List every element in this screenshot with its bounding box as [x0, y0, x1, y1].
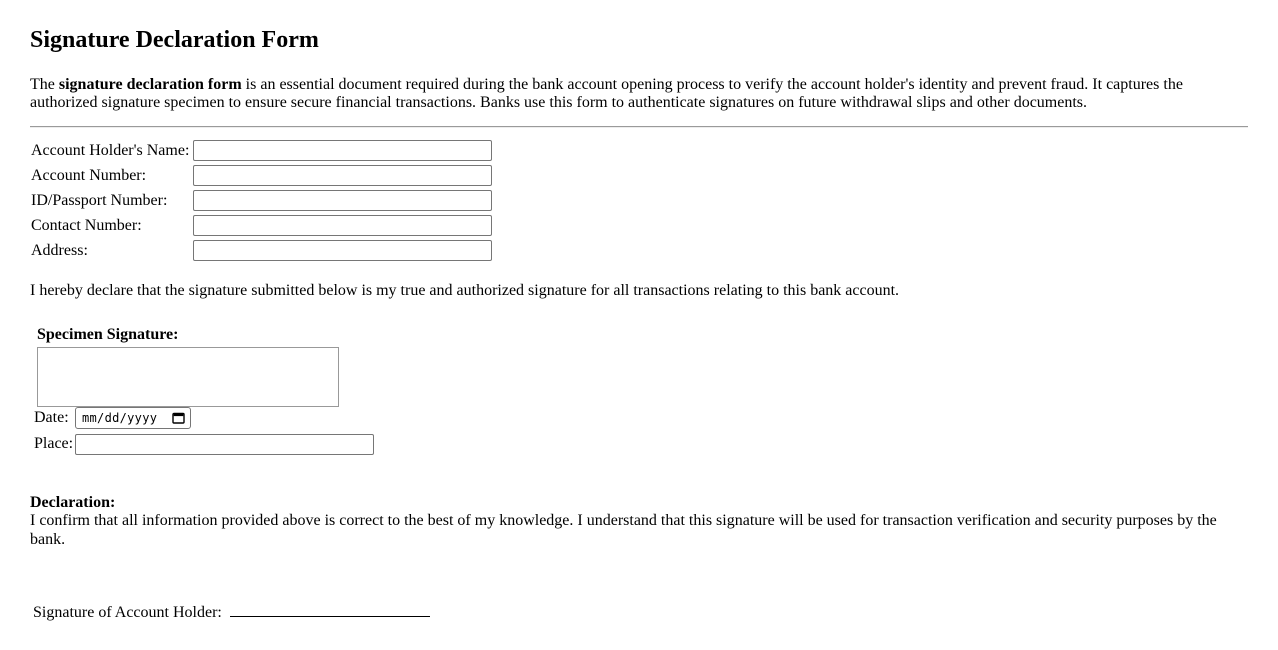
place-label: Place: — [34, 435, 74, 453]
intro-bold-term: signature declaration form — [58, 75, 242, 93]
address-input[interactable] — [193, 240, 492, 261]
specimen-signature-label: Specimen Signature: — [37, 325, 179, 343]
account-fields — [30, 140, 1248, 261]
field-row-account-holder-name — [30, 140, 1248, 161]
declaration-heading: Declaration: — [30, 493, 116, 511]
signature-of-holder-label: Signature of Account Holder: — [33, 603, 222, 621]
signature-line — [230, 598, 430, 617]
id-passport-number-input[interactable] — [193, 190, 492, 211]
declaration-body: I confirm that all information provided above is correct to the best of my knowledge. I understand that this signature will be used for transaction verification and security purposes by the bank. — [30, 512, 1217, 549]
specimen-signature-section — [37, 326, 1248, 407]
section-divider — [30, 126, 1248, 128]
calendar-icon[interactable] — [172, 411, 185, 424]
intro-rest: is an essential document required during the bank account opening process to verify the account holder's identity and prevent fraud. It captures the authorized signature specimen to ensure secure financial transactions. Banks use this form to authenticate signatures on future withdrawal slips and other documents. — [30, 75, 1183, 111]
consent-sentence: I hereby declare that the signature submitted below is my true and authorized signature for all transactions relating to this bank account. — [30, 282, 900, 300]
account-number-input[interactable] — [193, 165, 492, 186]
signature-of-holder-row — [33, 598, 1248, 622]
field-row-address — [30, 240, 1248, 261]
field-row-contact-number — [30, 215, 1248, 236]
date-placeholder: mm/dd/yyyy — [82, 410, 158, 425]
account-holder-name-label: Account Holder's Name: — [31, 141, 190, 159]
intro-prefix: The — [30, 75, 59, 93]
page-title: Signature Declaration Form — [30, 27, 319, 53]
intro-paragraph — [30, 76, 1248, 113]
contact-number-input[interactable] — [193, 215, 492, 236]
id-passport-number-label: ID/Passport Number: — [31, 191, 168, 209]
place-row — [34, 434, 1248, 455]
contact-number-label: Contact Number: — [31, 216, 142, 234]
specimen-signature-pad[interactable] — [37, 347, 339, 407]
account-number-label: Account Number: — [31, 166, 147, 184]
place-input[interactable] — [75, 434, 374, 455]
date-row — [34, 407, 1248, 429]
field-row-account-number — [30, 165, 1248, 186]
account-holder-name-input[interactable] — [193, 140, 492, 161]
declaration-block — [30, 494, 1248, 550]
field-row-id-passport-number — [30, 190, 1248, 211]
date-input[interactable] — [75, 407, 191, 429]
date-label: Date: — [34, 408, 69, 426]
address-label: Address: — [31, 241, 88, 259]
